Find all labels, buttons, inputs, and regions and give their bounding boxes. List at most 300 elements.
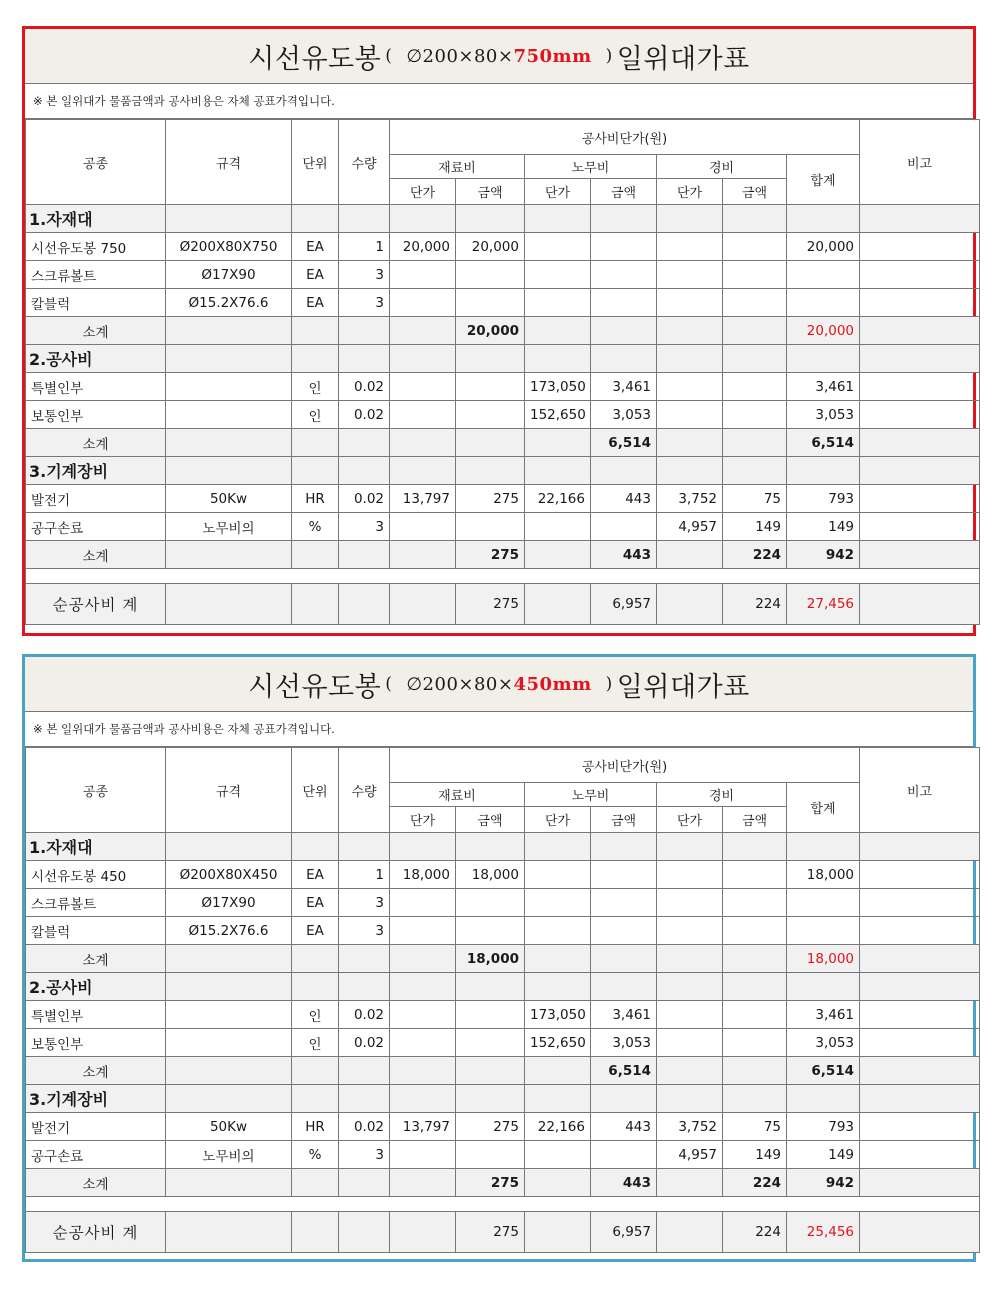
title-spec (406, 46, 591, 67)
item-unit: EA (292, 889, 339, 917)
expense-unit-price (657, 861, 723, 889)
subtotal-labor: 6,514 (591, 1057, 657, 1085)
expense-unit-price (657, 1001, 723, 1029)
empty-cell (390, 1085, 456, 1113)
item-name: 공구손료 (26, 1141, 166, 1169)
labor-amount (591, 513, 657, 541)
item-qty: 0.02 (339, 373, 390, 401)
empty-cell (525, 317, 591, 345)
header-unit-price: 단가 (390, 807, 456, 833)
subtotal-expense (723, 945, 787, 973)
grand-total-label: 순공사비 계 (26, 1212, 166, 1253)
material-unit-price (390, 513, 456, 541)
section-title: 3.기계장비 (26, 1085, 166, 1113)
remark-cell (860, 1169, 980, 1197)
expense-unit-price: 3,752 (657, 1113, 723, 1141)
paren-close: ) (605, 46, 613, 66)
empty-cell (787, 345, 860, 373)
expense-amount (723, 861, 787, 889)
cost-sheet-750 (22, 26, 976, 636)
table-row (26, 261, 980, 289)
table-row (26, 1001, 980, 1029)
empty-cell (723, 345, 787, 373)
empty-cell (456, 457, 525, 485)
expense-unit-price: 3,752 (657, 485, 723, 513)
material-unit-price (390, 289, 456, 317)
subtotal-label: 소계 (26, 1057, 166, 1085)
empty-cell (657, 973, 723, 1001)
item-qty: 0.02 (339, 1029, 390, 1057)
empty-cell (657, 1057, 723, 1085)
subtotal-material: 275 (456, 541, 525, 569)
item-unit: HR (292, 485, 339, 513)
expense-unit-price (657, 1029, 723, 1057)
remark-cell (860, 541, 980, 569)
total-amount: 149 (787, 513, 860, 541)
material-amount (456, 513, 525, 541)
empty-cell (166, 205, 292, 233)
item-qty: 0.02 (339, 1001, 390, 1029)
total-amount: 793 (787, 1113, 860, 1141)
subtotal-row (26, 945, 980, 973)
table-row (26, 889, 980, 917)
empty-cell (525, 945, 591, 973)
empty-cell (292, 584, 339, 625)
empty-cell (339, 541, 390, 569)
item-name: 스크류볼트 (26, 889, 166, 917)
subtotal-labor: 6,514 (591, 429, 657, 457)
title-suffix: 일위대가표 (616, 43, 750, 75)
empty-cell (339, 1169, 390, 1197)
empty-cell (525, 833, 591, 861)
empty-cell (456, 345, 525, 373)
expense-amount: 75 (723, 1113, 787, 1141)
material-unit-price: 18,000 (390, 861, 456, 889)
title-spec (406, 674, 591, 695)
subtotal-material: 20,000 (456, 317, 525, 345)
subtotal-total: 18,000 (787, 945, 860, 973)
expense-unit-price (657, 401, 723, 429)
item-name: 발전기 (26, 1113, 166, 1141)
empty-cell (456, 1085, 525, 1113)
item-qty: 3 (339, 261, 390, 289)
total-amount: 3,053 (787, 1029, 860, 1057)
subtotal-expense (723, 429, 787, 457)
empty-cell (591, 205, 657, 233)
empty-cell (390, 1169, 456, 1197)
remark-cell (860, 584, 980, 625)
material-amount: 18,000 (456, 861, 525, 889)
labor-unit-price (525, 861, 591, 889)
labor-unit-price: 22,166 (525, 485, 591, 513)
item-qty: 0.02 (339, 401, 390, 429)
subtotal-label: 소계 (26, 541, 166, 569)
grand-material: 275 (456, 1212, 525, 1253)
material-amount (456, 401, 525, 429)
empty-cell (525, 205, 591, 233)
empty-cell (525, 345, 591, 373)
labor-unit-price (525, 289, 591, 317)
material-amount (456, 1029, 525, 1057)
remark-cell (860, 1113, 980, 1141)
subtotal-label: 소계 (26, 429, 166, 457)
section-row (26, 205, 980, 233)
empty-cell (456, 973, 525, 1001)
remark-cell (860, 233, 980, 261)
spacer-cell (26, 569, 980, 584)
empty-cell (292, 833, 339, 861)
empty-cell (339, 584, 390, 625)
table-row (26, 1113, 980, 1141)
empty-cell (339, 973, 390, 1001)
expense-amount (723, 917, 787, 945)
remark-cell (860, 1057, 980, 1085)
empty-cell (657, 317, 723, 345)
labor-amount (591, 1141, 657, 1169)
total-amount (787, 261, 860, 289)
item-qty: 3 (339, 917, 390, 945)
empty-cell (166, 584, 292, 625)
labor-unit-price (525, 917, 591, 945)
expense-amount (723, 373, 787, 401)
expense-unit-price (657, 233, 723, 261)
item-spec: 노무비의 (166, 1141, 292, 1169)
section-title: 2.공사비 (26, 345, 166, 373)
subtotal-expense (723, 317, 787, 345)
empty-cell (390, 317, 456, 345)
empty-cell (525, 541, 591, 569)
grand-total-row (26, 584, 980, 625)
labor-amount: 3,053 (591, 401, 657, 429)
empty-cell (657, 945, 723, 973)
empty-cell (166, 833, 292, 861)
table-row (26, 917, 980, 945)
empty-cell (657, 541, 723, 569)
labor-amount (591, 889, 657, 917)
empty-cell (390, 584, 456, 625)
cost-sheet-450 (22, 654, 976, 1262)
section-row (26, 457, 980, 485)
empty-cell (292, 205, 339, 233)
item-qty: 3 (339, 289, 390, 317)
cost-table (25, 119, 980, 625)
header-spec: 규격 (166, 748, 292, 833)
empty-cell (339, 945, 390, 973)
expense-amount (723, 261, 787, 289)
item-unit: 인 (292, 401, 339, 429)
empty-cell (292, 429, 339, 457)
empty-cell (390, 205, 456, 233)
empty-cell (723, 833, 787, 861)
labor-unit-price: 152,650 (525, 401, 591, 429)
grand-labor: 6,957 (591, 584, 657, 625)
empty-cell (292, 345, 339, 373)
header-material: 재료비 (390, 783, 525, 807)
empty-cell (591, 973, 657, 1001)
remark-cell (860, 1001, 980, 1029)
subtotal-labor: 443 (591, 541, 657, 569)
remark-cell (860, 317, 980, 345)
empty-cell (166, 1057, 292, 1085)
total-amount: 20,000 (787, 233, 860, 261)
item-unit: EA (292, 261, 339, 289)
empty-cell (339, 429, 390, 457)
empty-cell (339, 205, 390, 233)
empty-cell (591, 833, 657, 861)
grand-expense: 224 (723, 1212, 787, 1253)
labor-amount: 443 (591, 485, 657, 513)
empty-cell (292, 1085, 339, 1113)
header-expense: 경비 (657, 783, 787, 807)
grand-total: 25,456 (787, 1212, 860, 1253)
item-spec (166, 373, 292, 401)
subtotal-row (26, 317, 980, 345)
empty-cell (657, 1085, 723, 1113)
empty-cell (390, 541, 456, 569)
total-amount: 149 (787, 1141, 860, 1169)
empty-cell (860, 833, 980, 861)
item-unit: 인 (292, 1001, 339, 1029)
total-amount: 3,461 (787, 1001, 860, 1029)
empty-cell (166, 457, 292, 485)
total-amount: 3,053 (787, 401, 860, 429)
empty-cell (787, 973, 860, 1001)
empty-cell (292, 1057, 339, 1085)
expense-amount: 149 (723, 513, 787, 541)
section-title: 2.공사비 (26, 973, 166, 1001)
remark-cell (860, 917, 980, 945)
empty-cell (525, 1057, 591, 1085)
title-spec-pre: ∅200×80× (406, 673, 514, 695)
subtotal-material (456, 1057, 525, 1085)
empty-cell (787, 205, 860, 233)
subtotal-material: 275 (456, 1169, 525, 1197)
total-amount (787, 289, 860, 317)
remark-cell (860, 1212, 980, 1253)
empty-cell (390, 345, 456, 373)
item-spec: 노무비의 (166, 513, 292, 541)
header-unit-price: 단가 (390, 179, 456, 205)
labor-unit-price: 22,166 (525, 1113, 591, 1141)
empty-cell (339, 317, 390, 345)
remark-cell (860, 861, 980, 889)
item-name: 칼블럭 (26, 917, 166, 945)
material-amount (456, 289, 525, 317)
remark-cell (860, 945, 980, 973)
header-expense: 경비 (657, 155, 787, 179)
expense-amount (723, 1029, 787, 1057)
empty-cell (339, 457, 390, 485)
expense-amount (723, 289, 787, 317)
subtotal-total: 942 (787, 541, 860, 569)
total-amount: 793 (787, 485, 860, 513)
empty-cell (591, 1085, 657, 1113)
material-unit-price (390, 373, 456, 401)
expense-unit-price (657, 373, 723, 401)
item-qty: 3 (339, 889, 390, 917)
item-qty: 1 (339, 233, 390, 261)
grand-expense: 224 (723, 584, 787, 625)
header-amount: 금액 (456, 807, 525, 833)
item-name: 칼블럭 (26, 289, 166, 317)
empty-cell (166, 317, 292, 345)
title-main: 시선유도봉 (248, 671, 382, 703)
empty-cell (292, 457, 339, 485)
item-name: 보통인부 (26, 1029, 166, 1057)
table-row (26, 373, 980, 401)
table-row (26, 1141, 980, 1169)
item-qty: 3 (339, 1141, 390, 1169)
labor-unit-price (525, 889, 591, 917)
remark-cell (860, 1029, 980, 1057)
notice-text: ※ 본 일위대가 물품금액과 공사비용은 자체 공표가격입니다. (25, 712, 973, 747)
total-amount: 18,000 (787, 861, 860, 889)
item-name: 시선유도봉 450 (26, 861, 166, 889)
empty-cell (525, 1169, 591, 1197)
empty-cell (723, 205, 787, 233)
title-spec-accent: 750mm (513, 45, 592, 67)
expense-unit-price (657, 917, 723, 945)
labor-amount: 3,461 (591, 373, 657, 401)
item-spec: 50Kw (166, 1113, 292, 1141)
header-amount: 금액 (723, 807, 787, 833)
expense-unit-price: 4,957 (657, 1141, 723, 1169)
empty-cell (166, 1212, 292, 1253)
expense-amount (723, 233, 787, 261)
empty-cell (657, 1212, 723, 1253)
subtotal-labor (591, 945, 657, 973)
empty-cell (525, 1085, 591, 1113)
expense-unit-price: 4,957 (657, 513, 723, 541)
header-work: 공종 (26, 748, 166, 833)
empty-cell (339, 1085, 390, 1113)
notice-text: ※ 본 일위대가 물품금액과 공사비용은 자체 공표가격입니다. (25, 84, 973, 119)
subtotal-material (456, 429, 525, 457)
subtotal-expense: 224 (723, 541, 787, 569)
empty-cell (292, 973, 339, 1001)
header-unit-price: 단가 (657, 179, 723, 205)
labor-unit-price: 152,650 (525, 1029, 591, 1057)
expense-unit-price (657, 289, 723, 317)
item-name: 보통인부 (26, 401, 166, 429)
header-unit: 단위 (292, 748, 339, 833)
item-name: 발전기 (26, 485, 166, 513)
item-spec: Ø15.2X76.6 (166, 289, 292, 317)
item-unit: EA (292, 917, 339, 945)
header-material: 재료비 (390, 155, 525, 179)
item-unit: % (292, 1141, 339, 1169)
expense-unit-price (657, 261, 723, 289)
section-title: 1.자재대 (26, 833, 166, 861)
header-labor: 노무비 (525, 783, 657, 807)
expense-amount (723, 889, 787, 917)
title-main: 시선유도봉 (248, 43, 382, 75)
material-amount (456, 373, 525, 401)
empty-cell (292, 541, 339, 569)
header-qty: 수량 (339, 120, 390, 205)
empty-cell (657, 584, 723, 625)
remark-cell (860, 401, 980, 429)
empty-cell (166, 541, 292, 569)
table-row (26, 513, 980, 541)
material-unit-price (390, 401, 456, 429)
remark-cell (860, 513, 980, 541)
title-spec-accent: 450mm (513, 673, 592, 695)
subtotal-total: 6,514 (787, 429, 860, 457)
item-qty: 3 (339, 513, 390, 541)
labor-unit-price: 173,050 (525, 1001, 591, 1029)
subtotal-total: 942 (787, 1169, 860, 1197)
labor-amount (591, 861, 657, 889)
empty-cell (292, 1212, 339, 1253)
empty-cell (657, 345, 723, 373)
item-spec: Ø15.2X76.6 (166, 917, 292, 945)
total-amount: 3,461 (787, 373, 860, 401)
labor-amount: 3,461 (591, 1001, 657, 1029)
paren-open: ( (385, 674, 393, 694)
item-name: 시선유도봉 750 (26, 233, 166, 261)
item-spec (166, 401, 292, 429)
empty-cell (787, 833, 860, 861)
empty-cell (723, 457, 787, 485)
material-amount (456, 261, 525, 289)
material-unit-price: 13,797 (390, 485, 456, 513)
header-remark: 비고 (860, 748, 980, 833)
header-cost-group: 공사비단가(원) (390, 120, 860, 155)
subtotal-expense (723, 1057, 787, 1085)
material-amount: 275 (456, 1113, 525, 1141)
material-unit-price (390, 917, 456, 945)
header-work: 공종 (26, 120, 166, 205)
header-labor: 노무비 (525, 155, 657, 179)
remark-cell (860, 1141, 980, 1169)
empty-cell (390, 1057, 456, 1085)
item-qty: 0.02 (339, 485, 390, 513)
item-unit: 인 (292, 1029, 339, 1057)
item-spec: Ø17X90 (166, 889, 292, 917)
expense-amount (723, 1001, 787, 1029)
item-spec: Ø200X80X750 (166, 233, 292, 261)
table-row (26, 485, 980, 513)
empty-cell (390, 973, 456, 1001)
empty-cell (339, 1057, 390, 1085)
empty-cell (787, 457, 860, 485)
table-row (26, 401, 980, 429)
material-unit-price (390, 889, 456, 917)
empty-cell (166, 973, 292, 1001)
remark-cell (860, 261, 980, 289)
header-unit: 단위 (292, 120, 339, 205)
header-unit-price: 단가 (525, 179, 591, 205)
material-amount: 275 (456, 485, 525, 513)
material-unit-price (390, 261, 456, 289)
labor-amount (591, 233, 657, 261)
table-row (26, 289, 980, 317)
header-spec: 규격 (166, 120, 292, 205)
section-row (26, 345, 980, 373)
empty-cell (166, 945, 292, 973)
empty-cell (657, 457, 723, 485)
subtotal-total: 20,000 (787, 317, 860, 345)
header-qty: 수량 (339, 748, 390, 833)
empty-cell (339, 833, 390, 861)
empty-cell (723, 973, 787, 1001)
table-row (26, 861, 980, 889)
header-amount: 금액 (456, 179, 525, 205)
empty-cell (292, 1169, 339, 1197)
empty-cell (456, 205, 525, 233)
empty-cell (657, 833, 723, 861)
